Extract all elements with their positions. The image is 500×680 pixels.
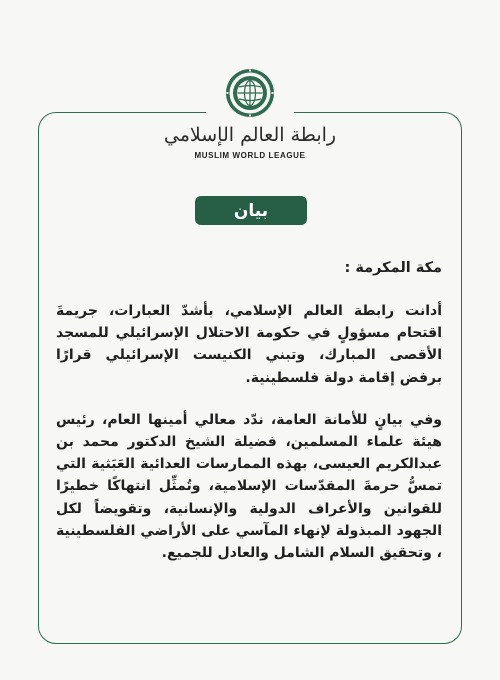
statement-paragraph-1: أدانت رابطة العالم الإسلامي، بأشدّ العبارات، جريمةَ اقتحام مسؤولٍ في حكومة الاحتلال الإسرائيلي للمسجد الأقصى المبارك، وتبني الكنيست الإسرائيلي قرارًا برفض إقامة دولة فلسطينية. bbox=[56, 303, 442, 386]
header-logo bbox=[0, 68, 500, 160]
statement-place: مكة المكرمة : bbox=[344, 260, 442, 276]
org-name-english: MUSLIM WORLD LEAGUE bbox=[194, 151, 306, 160]
statement-paragraph-2: وفي بيانٍ للأمانة العامة، ندّد معالي أمينها العام، رئيس هيئة علماء المسلمين، فضيلة الشيخ الدكتور محمد بن عبدالكريم العيسى، بهذه الممارسات العدائية العَبَثية التي تمسُّ حرمةَ المقدّسات الإسلامية، وتُمثِّل انتهاكًا خطيرًا للقوانين والأعراف الدولية والإنسانية، وتقويضاً لكل الجهود المبذولة لإنهاء المآسي على الأراضي الفلسطينية ، وتحقيق السلام الشامل والعادل للجميع. bbox=[56, 411, 442, 562]
statement-badge: بيان bbox=[195, 196, 307, 225]
statement-body bbox=[56, 256, 442, 564]
org-name-arabic: رابطة العالم الإسلامي bbox=[163, 124, 337, 146]
mwl-globe-emblem-icon bbox=[225, 68, 275, 118]
